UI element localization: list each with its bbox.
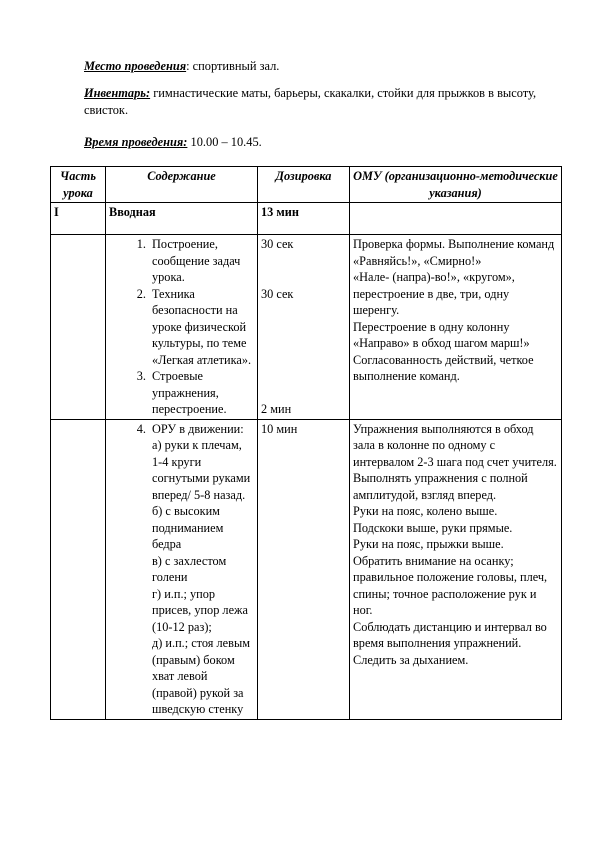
sub-exercise: г) и.п.; упор присев, упор лежа (10-12 раз); xyxy=(152,586,248,634)
notes-cell xyxy=(350,235,562,420)
item-text: Техника безопасности на уроке физической культуры, по теме «Легкая атлетика». xyxy=(152,286,252,367)
item-number: 4. xyxy=(136,421,146,436)
venue-value: : спортивный зал. xyxy=(186,59,280,73)
dose-value: 30 сек xyxy=(261,286,294,301)
equipment-label: Инвентарь: xyxy=(84,86,151,100)
item-text: ОРУ в движении: xyxy=(152,421,244,436)
item-number: 2. xyxy=(136,286,146,301)
table-row xyxy=(51,419,562,719)
exercise-list xyxy=(109,421,254,438)
part-cell xyxy=(51,419,106,719)
section-content: Вводная xyxy=(106,203,258,235)
list-item xyxy=(109,368,254,418)
sub-exercise: в) с захлестом голени xyxy=(152,553,227,584)
table-header-row xyxy=(51,167,562,203)
part-cell xyxy=(51,235,106,420)
exercise-list xyxy=(109,236,254,418)
equipment-line xyxy=(84,85,564,119)
content-cell xyxy=(106,235,258,420)
list-item xyxy=(109,421,254,438)
sub-exercise: д) и.п.; стоя левым (правым) боком хват левой (правой) рукой за шведскую стенку xyxy=(152,636,250,716)
time-line xyxy=(84,134,564,151)
note-text: Перестроение в одну колонну «Направо» в обход шагом марш!» xyxy=(353,319,530,350)
header-notes: ОМУ (организационно-методические указания) xyxy=(350,167,562,203)
note-text: Соблюдать дистанцию и интервал во время выполнения упражнений. Следить за дыханием. xyxy=(353,619,547,667)
header-part: Часть урока xyxy=(51,167,106,203)
time-value: 10.00 – 10.45. xyxy=(187,135,262,149)
header-content: Содержание xyxy=(106,167,258,203)
note-text: Выполнять упражнения с полной амплитудой, взгляд вперед. xyxy=(353,471,528,502)
notes-cell xyxy=(350,419,562,719)
venue-label: Место проведения xyxy=(84,59,187,73)
table-row xyxy=(51,203,562,235)
dose-cell xyxy=(258,419,350,719)
note-text: Обратить внимание на осанку; правильное положение головы, плеч, спины; точное расположение рук и ног. xyxy=(353,553,548,617)
content-cell xyxy=(106,419,258,719)
sub-exercises xyxy=(109,437,254,718)
section-dose: 13 мин xyxy=(258,203,350,235)
note-text: Подскоки выше, руки прямые. xyxy=(353,520,513,535)
note-text: Руки на пояс, колено выше. xyxy=(353,504,498,518)
section-notes xyxy=(350,203,562,235)
lesson-table xyxy=(50,166,562,720)
note-text: «Нале- (напра)-во!», «кругом», перестроение в две, три, одну шеренгу. xyxy=(353,270,515,317)
dose-value: 10 мин xyxy=(261,421,298,436)
item-number: 1. xyxy=(136,237,146,251)
equipment-value: гимнастические маты, барьеры, скакалки, стойки для прыжков в высоту, свисток. xyxy=(84,86,537,117)
item-number: 3. xyxy=(136,369,146,383)
note-text: Упражнения выполняются в обход зала в колонне по одному с интервалом 2-3 шага под счет учителя. xyxy=(353,421,557,469)
dose-cell xyxy=(258,235,350,420)
list-item xyxy=(109,236,254,286)
time-label: Время проведения: xyxy=(84,135,188,149)
note-text: Согласованность действий, четкое выполнение команд. xyxy=(353,352,534,383)
table-row xyxy=(51,235,562,420)
section-part: I xyxy=(51,203,106,235)
venue-line xyxy=(84,58,564,75)
note-text: Руки на пояс, прыжки выше. xyxy=(353,537,504,551)
note-text: Проверка формы. Выполнение команд «Равняйсь!», «Смирно!» xyxy=(353,237,555,268)
dose-value: 30 сек xyxy=(261,237,294,251)
list-item xyxy=(109,286,254,369)
item-text: Строевые упражнения, перестроение. xyxy=(152,369,227,416)
sub-exercise: б) с высоким подниманием бедра xyxy=(152,504,224,551)
item-text: Построение, сообщение задач урока. xyxy=(152,237,241,284)
dose-value: 2 мин xyxy=(261,402,292,416)
sub-exercise: а) руки к плечам, 1-4 круги согнутыми руками вперед/ 5-8 назад. xyxy=(152,438,251,502)
header-dose: Дозировка xyxy=(258,167,350,203)
